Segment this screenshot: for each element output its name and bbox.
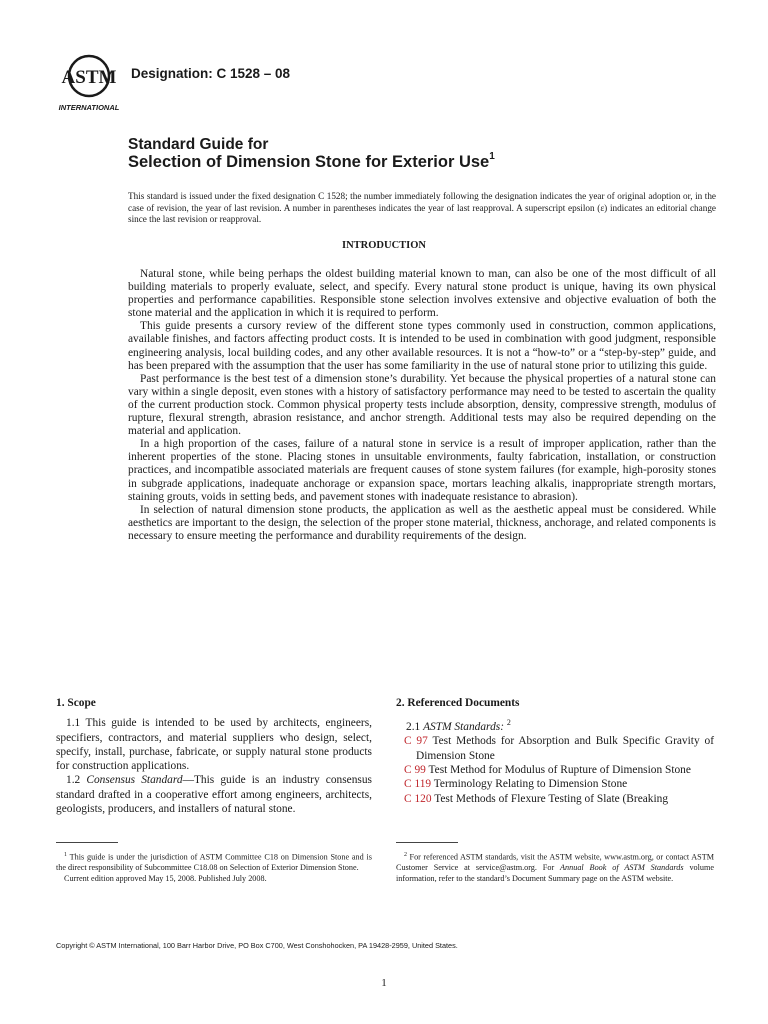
reference-link-c99[interactable]: C 99: [404, 763, 426, 776]
scope-p2-text: —This guide is an industry consensus standard drafted in a cooperative effort among engineers, architects, geologists, producers, and installers of natural stone.: [56, 774, 372, 816]
intro-paragraph: This guide presents a cursory review of the different stone types commonly used in construction, common applications, available finishes, and factors affecting product costs. It is intended to be used in combination with good judgment, responsible engineering analysis, local building codes, and any other available resources. It is not a “how-to” or a “step-by-step” guide, and has been prepared with the assumption that the user has some familiarity in the use of natural stone prior to utilizing this guide.: [128, 320, 716, 372]
title-footnote-mark: 1: [489, 151, 495, 162]
reference-link-c97[interactable]: C 97: [404, 735, 428, 748]
reference-text: Test Methods for Absorption and Bulk Specific Gravity of Dimension Stone: [416, 735, 714, 762]
scope-section: [56, 696, 372, 816]
footnote-divider-right: [396, 842, 458, 843]
intro-paragraph: In a high proportion of the cases, failure of a natural stone in service is a result of improper application, rather than the inherent properties of the stone. Placing stones in unsuitable environments, faulty fabrication, installation, or construction practices, and incompatible associated materials are frequent causes of stone system failures (for example, high-porosity stones in subgrade applications, inadequate anchorage or expansion space, mortars leaching alkalis, inappropriate strength mortars, staining grouts, voids in setting beds, and pavement stones with inadequate resistance to abrasion).: [128, 438, 716, 503]
reference-link-c120[interactable]: C 120: [404, 792, 432, 805]
footnote-2-mark: 2: [404, 852, 407, 858]
scope-heading: 1. Scope: [56, 697, 96, 709]
footnote-divider-left: [56, 842, 118, 843]
scope-paragraph-1: 1.1 This guide is intended to be used by architects, engineers, specifiers, contractors, and material suppliers who design, select, specify, install, purchase, fabricate, or supply natural stone products for construction applications.: [56, 717, 372, 773]
astm-logo-icon: [56, 52, 122, 114]
footnote-1-approval: Current edition approved May 15, 2008. Published July 2008.: [64, 873, 267, 883]
footnote-2-book-title: Annual Book of ASTM Standards: [560, 863, 684, 873]
footnote-1: [56, 850, 372, 884]
page-number: 1: [381, 977, 387, 989]
reference-item: [396, 792, 714, 806]
footnote-2-text: [396, 850, 714, 884]
intro-paragraph: In selection of natural dimension stone products, the application as well as the aesthetic appeal must be considered. While aesthetics are important to the design, the selection of the proper stone material, thickness, anchorage, and related components is necessary to ensure meeting the performance and durability requirements of the design.: [128, 503, 716, 542]
footnote-1-text: [56, 850, 372, 874]
title-line-2: [128, 153, 495, 172]
sub-number: 2.1: [406, 721, 424, 734]
astm-standards-subheading: [396, 716, 714, 734]
referenced-documents-heading: 2. Referenced Documents: [396, 697, 520, 709]
sub-footnote-mark: 2: [506, 718, 511, 728]
standard-note: This standard is issued under the fixed designation C 1528; the number immediately following the designation indicates the year of original adoption or, in the case of revision, the year of last revision. A number in parentheses indicates the year of last reapproval. A superscript epsilon (ε) indicates an editorial change since the last revision or reapproval.: [128, 191, 716, 224]
scope-paragraph-2: [56, 773, 372, 816]
title-line-1: Standard Guide for: [128, 136, 269, 153]
reference-link-c119[interactable]: C 119: [404, 778, 432, 791]
copyright-notice: Copyright © ASTM International, 100 Barr Harbor Drive, PO Box C700, West Conshohocken, PA 19428-2959, United States.: [56, 941, 458, 950]
footnote-1-body: This guide is under the jurisdiction of ASTM Committee C18 on Dimension Stone and is the direct responsibility of Subcommittee C18.08 on Selection of Exterior Dimension Stone.: [56, 852, 372, 873]
logo-monogram: ASTM: [61, 67, 117, 88]
scope-p2-title: Consensus Standard: [86, 774, 183, 787]
footnote-2-part-a: For referenced ASTM standards, visit the ASTM website, www.astm.org, or contact ASTM Customer Service at service@astm.org. For: [396, 852, 715, 873]
scope-p2-number: 1.2: [66, 774, 87, 787]
footnote-2: [396, 850, 714, 884]
designation: Designation: C 1528 – 08: [131, 66, 291, 81]
introduction-heading: INTRODUCTION: [341, 240, 426, 251]
reference-item: [396, 734, 714, 763]
introduction-body: [128, 268, 716, 543]
astm-logo: [56, 52, 122, 114]
reference-item: [396, 763, 714, 777]
intro-paragraph: Natural stone, while being perhaps the oldest building material known to man, can also be one of the most difficult of all building materials to properly evaluate, select, and specify. Every natural stone product is unique, having its own physical properties and performance capabilities. Responsible stone selection involves extensive and objective evaluation of both the stone material and the application in which it is required to perform.: [128, 268, 716, 320]
reference-text: Terminology Relating to Dimension Stone: [433, 778, 628, 791]
title-line-2-text: Selection of Dimension Stone for Exterior Use: [128, 153, 490, 171]
reference-text: Test Method for Modulus of Rupture of Dimension Stone: [428, 763, 691, 776]
sub-title: ASTM Standards:: [423, 721, 504, 734]
referenced-documents-section: [396, 696, 714, 806]
logo-text: INTERNATIONAL: [58, 103, 120, 112]
intro-paragraph: Past performance is the best test of a dimension stone’s durability. Yet because the physical properties of a natural stone can vary within a single deposit, even stones with a history of satisfactory performance may need to be tested to ascertain the quality of the current production stock. Common physical property tests include absorption, density, compressive strength, modulus of rupture, flexural strength, abrasion resistance, and anchor strength. Additional tests may also be required depending on the material and application.: [128, 372, 716, 438]
footnote-1-mark: 1: [64, 852, 67, 858]
reference-item: [396, 777, 714, 791]
footnote-2-part-b: volume information, refer to the standard’s Document Summary page on the ASTM website.: [396, 863, 715, 883]
reference-text: Test Methods of Flexure Testing of Slate (Breaking: [434, 792, 669, 805]
